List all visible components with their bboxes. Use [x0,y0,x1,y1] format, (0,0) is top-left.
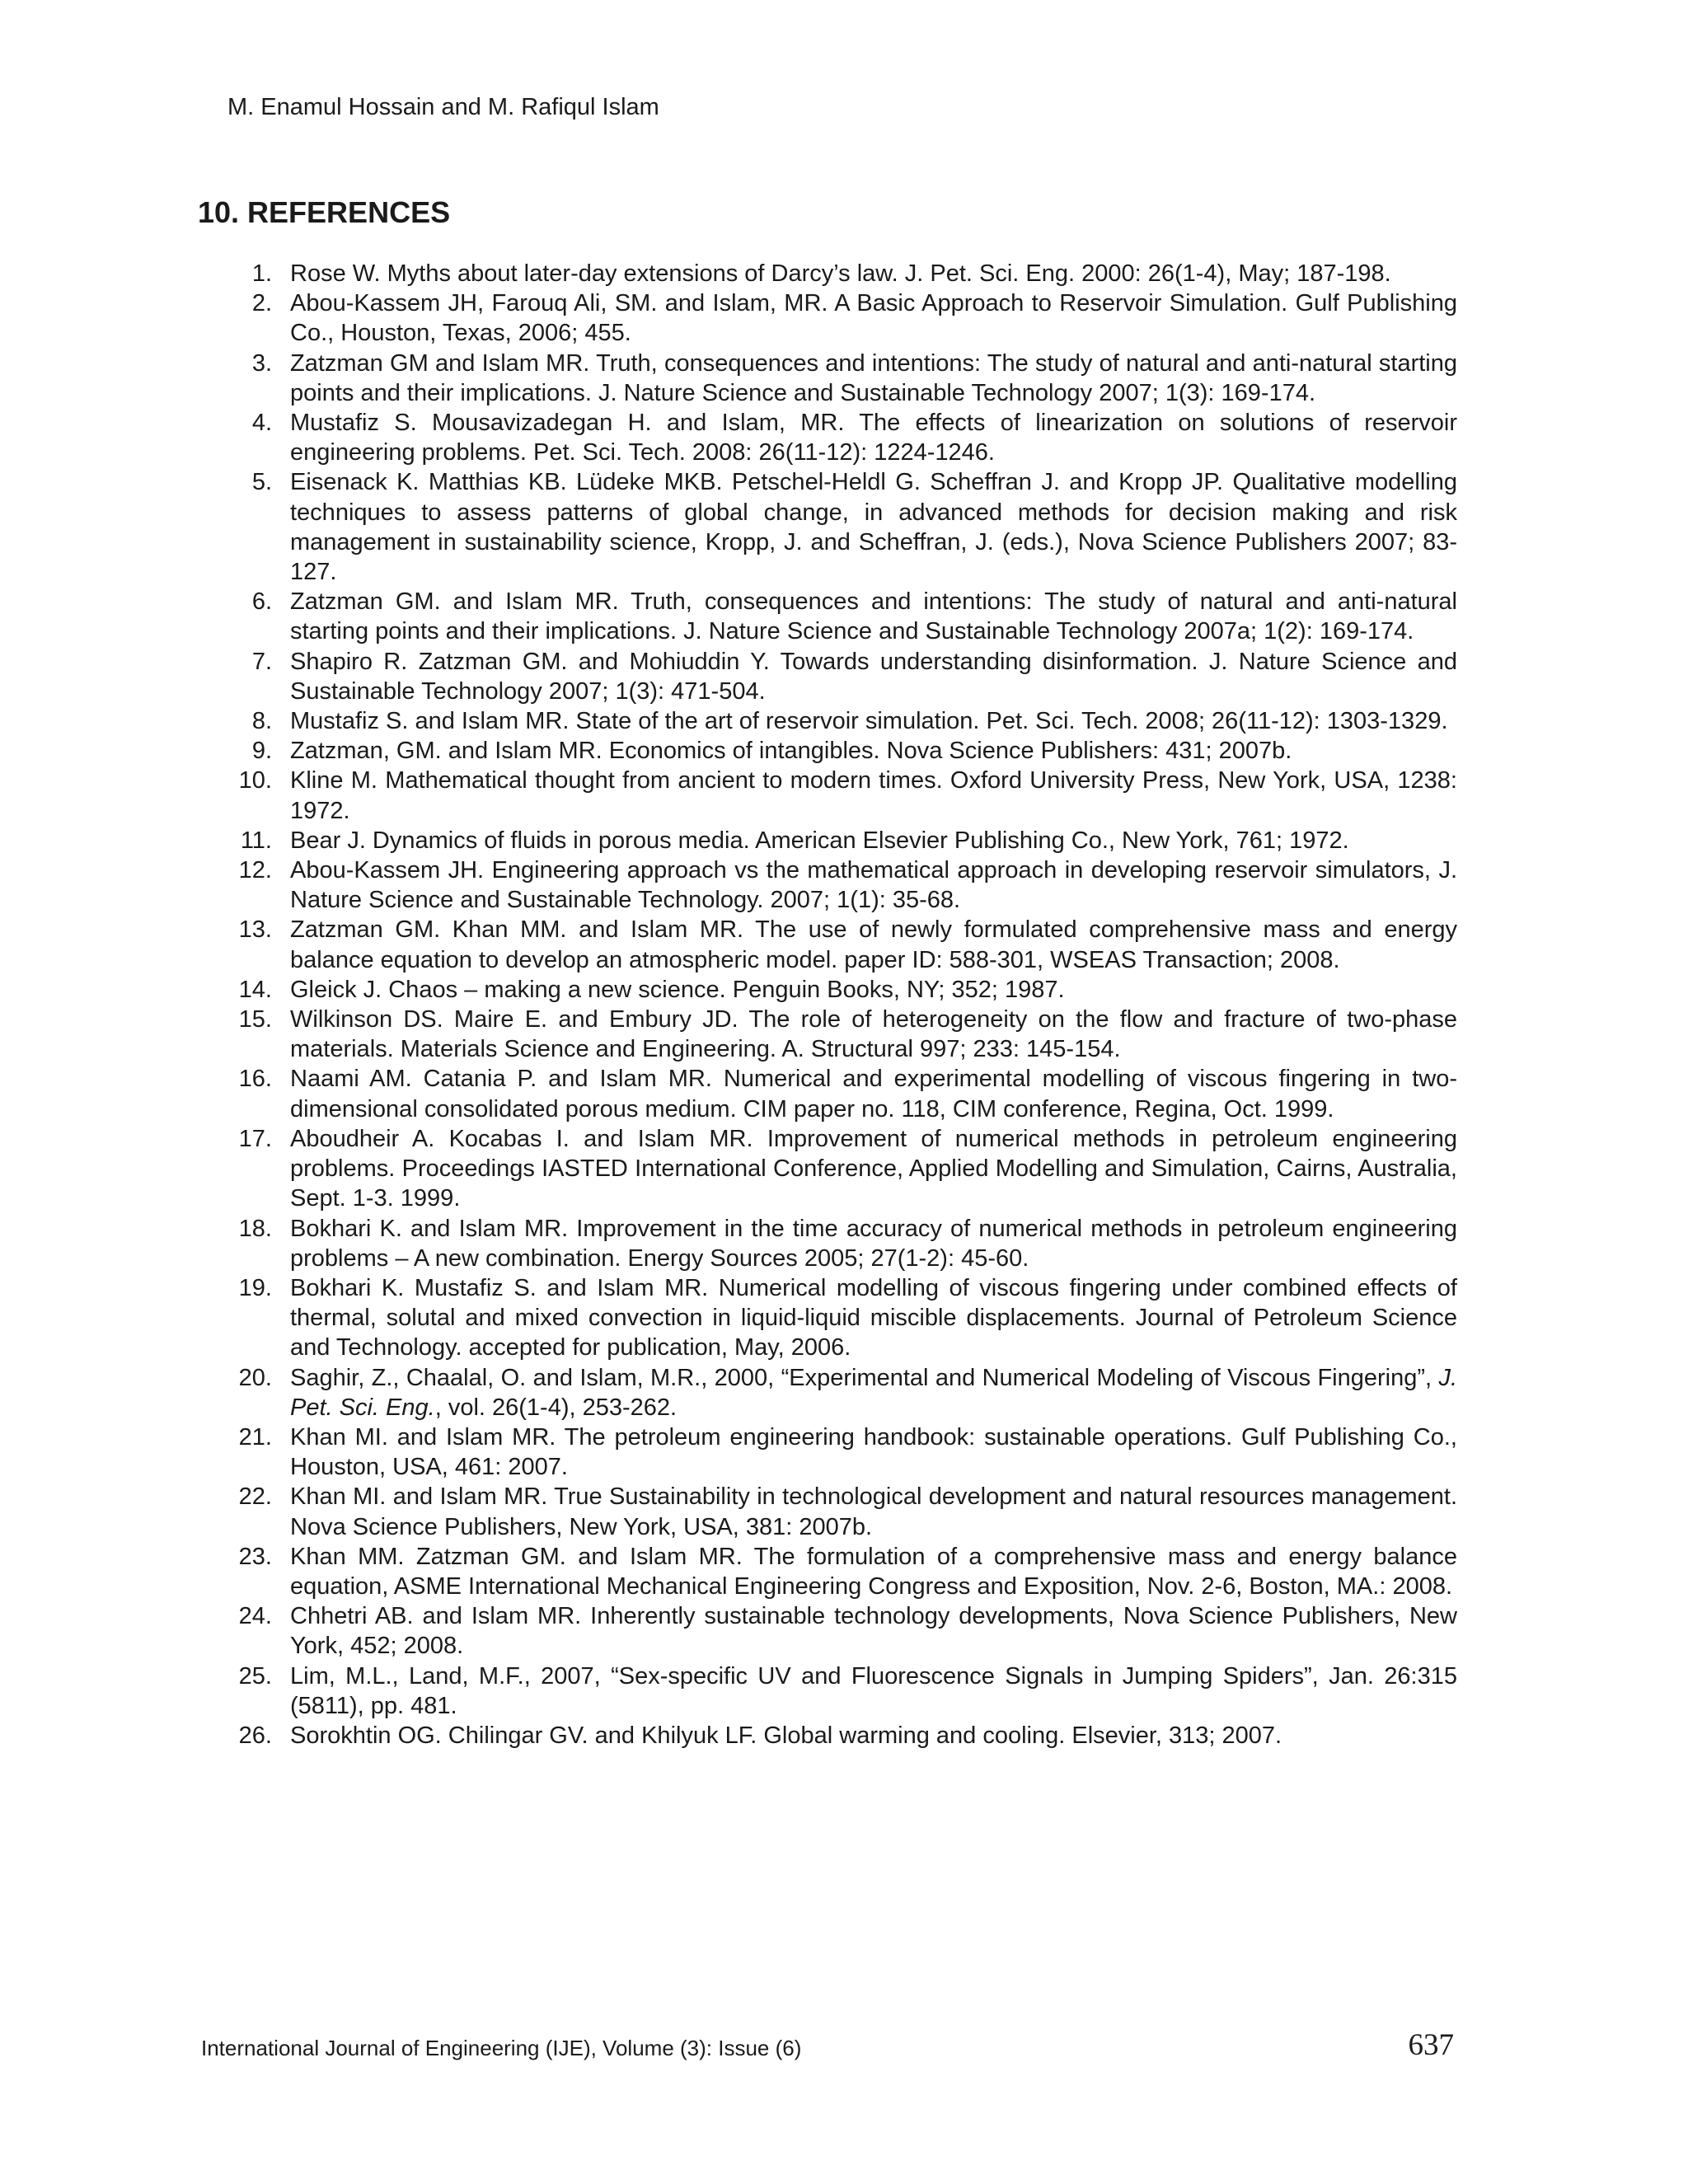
reference-text: Naami AM. Catania P. and Islam MR. Numerical and experimental modelling of viscous fingering in two-dimensional consolidated porous medium. CIM paper no. 118, CIM conference, Regina, Oct. 1999. [290,1066,1457,1122]
reference-number: 14. [238,976,272,1003]
reference-text: Kline M. Mathematical thought from ancient to modern times. Oxford University Press, New York, USA, 1238: 1972. [290,767,1457,824]
reference-number: 12. [238,857,272,884]
reference-text: Khan MI. and Islam MR. True Sustainability in technological development and natural resources management. Nova Science Publishers, New York, USA, 381: 2007b. [290,1483,1457,1540]
reference-item [198,1482,1457,1541]
reference-number: 22. [238,1483,272,1511]
reference-text [290,1363,1457,1422]
reference-number: 26. [238,1722,272,1749]
reference-item [198,587,1457,646]
reference-number: 11. [240,827,272,854]
reference-text: Shapiro R. Zatzman GM. and Mohiuddin Y. Towards understanding disinformation. J. Nature Science and Sustainable Technology 2007; 1(3): 471-504. [290,648,1457,705]
reference-number: 2. [251,290,272,317]
reference-text: Rose W. Myths about later-day extensions of Darcy’s law. J. Pet. Sci. Eng. 2000: 26(1-4), May; 187-198. [290,260,1391,287]
reference-text: Bokhari K. and Islam MR. Improvement in the time accuracy of numerical methods in petroleum engineering problems – A new combination. Energy Sources 2005; 27(1-2): 45-60. [290,1215,1457,1272]
reference-item [198,1124,1457,1214]
reference-text: Wilkinson DS. Maire E. and Embury JD. The role of heterogeneity on the flow and fracture of two-phase materials. Materials Science and Engineering. A. Structural 997; 233: 145-154. [290,1006,1457,1063]
reference-number: 10. [238,767,272,794]
reference-text: Chhetri AB. and Islam MR. Inherently sustainable technology developments, Nova Science Publishers, New York, 452; 2008. [290,1603,1457,1660]
reference-text: Eisenack K. Matthias KB. Lüdeke MKB. Petschel-Heldl G. Scheffran J. and Kropp JP. Qualitative modelling techniques to assess patterns of global change, in advanced methods for decision making and risk management in sustainability science, Kropp, J. and Scheffran, J. (eds.), Nova Science Publishers 2007; 83-127. [290,469,1457,586]
reference-text: Gleick J. Chaos – making a new science. Penguin Books, NY; 352; 1987. [290,976,1065,1003]
reference-item [198,826,1457,855]
reference-number: 8. [251,708,272,735]
reference-item [198,1064,1457,1123]
running-header-authors: M. Enamul Hossain and M. Rafiqul Islam [227,94,659,120]
reference-number: 25. [238,1662,272,1690]
reference-number: 6. [251,588,272,616]
reference-item [198,1273,1457,1363]
reference-item [198,1214,1457,1273]
reference-number: 16. [238,1066,272,1093]
reference-text: Aboudheir A. Kocabas I. and Islam MR. Improvement of numerical methods in petroleum engineering problems. Proceedings IASTED International Conference, Applied Modelling and Simulation, Cairns, Australia, Sept. 1-3. 1999. [290,1125,1457,1212]
reference-text: Zatzman, GM. and Islam MR. Economics of intangibles. Nova Science Publishers: 431; 2007b. [290,738,1292,765]
reference-item [198,915,1457,974]
footer-journal-info: International Journal of Engineering (IJE), Volume (3): Issue (6) [201,2036,802,2060]
reference-text: Mustafiz S. Mousavizadegan H. and Islam, MR. The effects of linearization on solutions of reservoir engineering problems. Pet. Sci. Tech. 2008: 26(11-12): 1224-1246. [290,410,1457,466]
reference-item [198,1005,1457,1064]
reference-text: Bear J. Dynamics of fluids in porous media. American Elsevier Publishing Co., New York, 761; 1972. [290,827,1349,854]
reference-number: 21. [238,1423,272,1451]
reference-item [198,766,1457,825]
reference-item [198,1601,1457,1661]
reference-text: Mustafiz S. and Islam MR. State of the art of reservoir simulation. Pet. Sci. Tech. 2008; 26(11-12): 1303-1329. [290,708,1448,735]
reference-number: 4. [251,410,272,437]
reference-item [198,1542,1457,1601]
reference-item [198,855,1457,915]
section-title: 10. REFERENCES [198,195,451,229]
reference-number: 19. [238,1274,272,1301]
reference-text-part: Saghir, Z., Chaalal, O. and Islam, M.R., 2000, “Experimental and Numerical Modeling of Viscous Fingering”, [290,1364,1439,1391]
reference-text: Abou-Kassem JH, Farouq Ali, SM. and Islam, MR. A Basic Approach to Reservoir Simulation. Gulf Publishing Co., Houston, Texas, 2006; 455. [290,290,1457,347]
reference-item [198,467,1457,587]
reference-number: 1. [251,260,272,287]
reference-text: Abou-Kassem JH. Engineering approach vs the mathematical approach in developing reservoir simulators, J. Nature Science and Sustainable Technology. 2007; 1(1): 35-68. [290,857,1457,914]
reference-item [198,349,1457,408]
reference-list [198,259,1457,1750]
reference-text-part: , vol. 26(1-4), 253-262. [434,1394,678,1421]
journal-name-italic: J. Pet. Sci. Eng. [290,1364,1457,1421]
reference-text: Zatzman GM and Islam MR. Truth, consequences and intentions: The study of natural and anti-natural starting points and their implications. J. Nature Science and Sustainable Technology 2007; 1(3): 169-174. [290,349,1457,406]
reference-text: Khan MI. and Islam MR. The petroleum engineering handbook: sustainable operations. Gulf Publishing Co., Houston, USA, 461: 2007. [290,1423,1457,1481]
reference-text: Lim, M.L., Land, M.F., 2007, “Sex-specific UV and Fluorescence Signals in Jumping Spiders”, Jan. 26:315 (5811), pp. 481. [290,1662,1457,1719]
reference-item [198,1363,1457,1422]
reference-item [198,647,1457,706]
reference-number: 9. [251,738,272,765]
reference-item [198,408,1457,467]
reference-item [198,1661,1457,1721]
reference-number: 18. [238,1215,272,1242]
reference-item [198,1721,1457,1750]
reference-number: 3. [251,349,272,377]
reference-number: 7. [251,648,272,675]
reference-text: Bokhari K. Mustafiz S. and Islam MR. Numerical modelling of viscous fingering under combined effects of thermal, solutal and mixed convection in liquid-liquid miscible displacements. Journal of Petroleum Science and Technology. accepted for publication, May, 2006. [290,1274,1457,1361]
page-number: 637 [1408,2028,1454,2062]
reference-text: Zatzman GM. Khan MM. and Islam MR. The use of newly formulated comprehensive mass and energy balance equation to develop an atmospheric model. paper ID: 588-301, WSEAS Transaction; 2008. [290,916,1457,973]
reference-item [198,975,1457,1005]
reference-item [198,259,1457,288]
reference-number: 15. [238,1006,272,1033]
reference-number: 5. [251,469,272,496]
reference-item [198,288,1457,348]
reference-item [198,706,1457,736]
reference-text: Sorokhtin OG. Chilingar GV. and Khilyuk LF. Global warming and cooling. Elsevier, 313; 2007. [290,1722,1282,1749]
reference-text: Khan MM. Zatzman GM. and Islam MR. The formulation of a comprehensive mass and energy balance equation, ASME International Mechanical Engineering Congress and Exposition, Nov. 2-6, Boston, MA.: 2008. [290,1543,1457,1600]
reference-number: 23. [238,1543,272,1570]
reference-item [198,1422,1457,1482]
reference-number: 24. [238,1603,272,1630]
reference-number: 17. [238,1125,272,1152]
reference-number: 20. [238,1364,272,1391]
reference-item [198,736,1457,766]
reference-text: Zatzman GM. and Islam MR. Truth, consequences and intentions: The study of natural and anti-natural starting points and their implications. J. Nature Science and Sustainable Technology 2007a; 1(2): 169-174. [290,588,1457,645]
reference-number: 13. [238,916,272,944]
